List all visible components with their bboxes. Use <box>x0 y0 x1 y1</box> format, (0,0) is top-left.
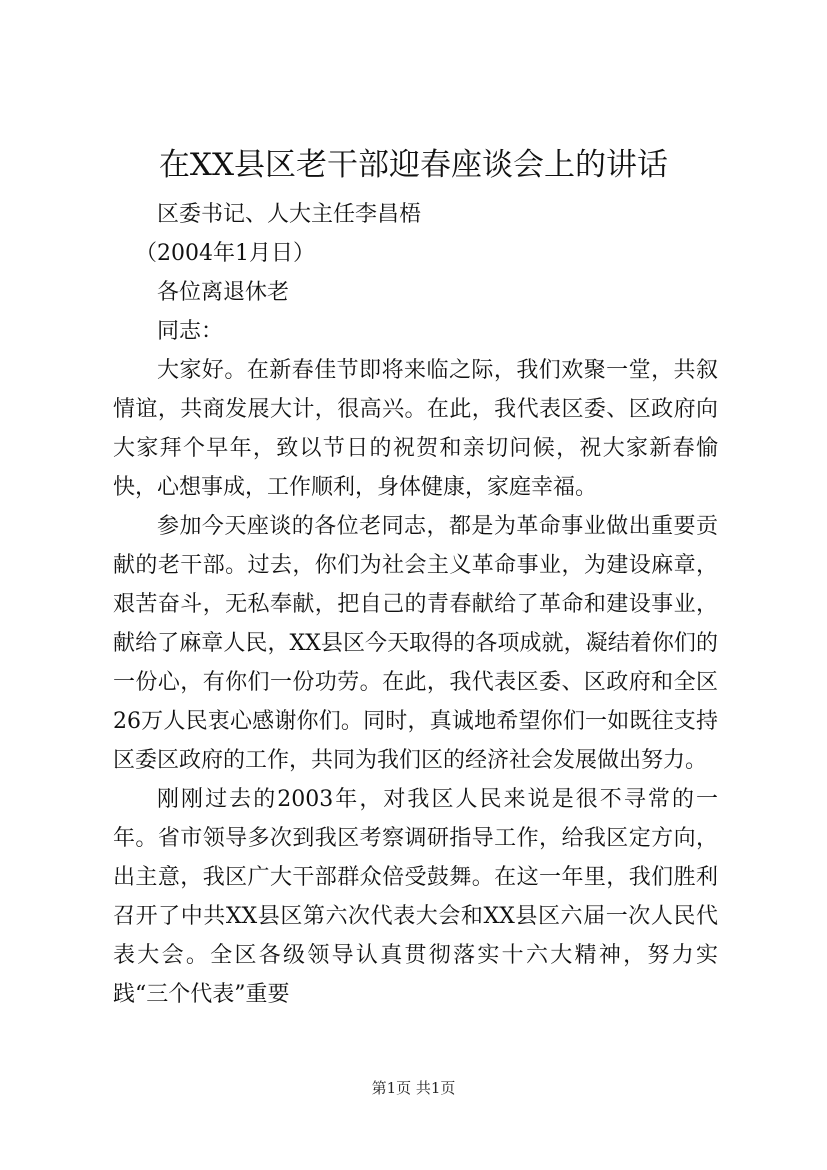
paragraph: 刚刚过去的2003年，对我区人民来说是很不寻常的一年。省市领导多次到我区考察调研指导工作，给我区定方向，出主意，我区广大干部群众倍受鼓舞。在这一年里，我们胜利召开了中共XX县区第六次代表大会和XX县区六届一次人民代表大会。全区各级领导认真贯彻落实十六大精神，努力实践“三个代表”重要 <box>113 787 718 1007</box>
document-title: 在XX县区老干部迎春座谈会上的讲话 <box>158 147 669 183</box>
date-line: （2004年1月日） <box>135 241 315 266</box>
author-line: 区委书记、人大主任李昌梧 <box>157 202 422 227</box>
page-footer: 第1页 共1页 <box>371 1079 456 1097</box>
salutation-line-1: 各位离退休老 <box>157 280 290 305</box>
document-body <box>113 195 718 1014</box>
paragraph: 大家好。在新春佳节即将来临之际，我们欢聚一堂，共叙情谊，共商发展大计，很高兴。在此，我代表区委、区政府向大家拜个早年，致以节日的祝贺和亲切问候，祝大家新春愉快，心想事成，工作顺利，身体健康，家庭幸福。 <box>113 358 718 500</box>
salutation-line-2: 同志： <box>157 319 224 344</box>
paragraph: 参加今天座谈的各位老同志，都是为革命事业做出重要贡献的老干部。过去，你们为社会主义革命事业，为建设麻章，艰苦奋斗，无私奉献，把自己的青春献给了革命和建设事业，献给了麻章人民，XX县区今天取得的各项成就，凝结着你们的一份心，有你们一份功劳。在此，我代表区委、区政府和全区26万人民衷心感谢你们。同时，真诚地希望你们一如既往支持区委区政府的工作，共同为我们区的经济社会发展做出努力。 <box>113 514 718 773</box>
